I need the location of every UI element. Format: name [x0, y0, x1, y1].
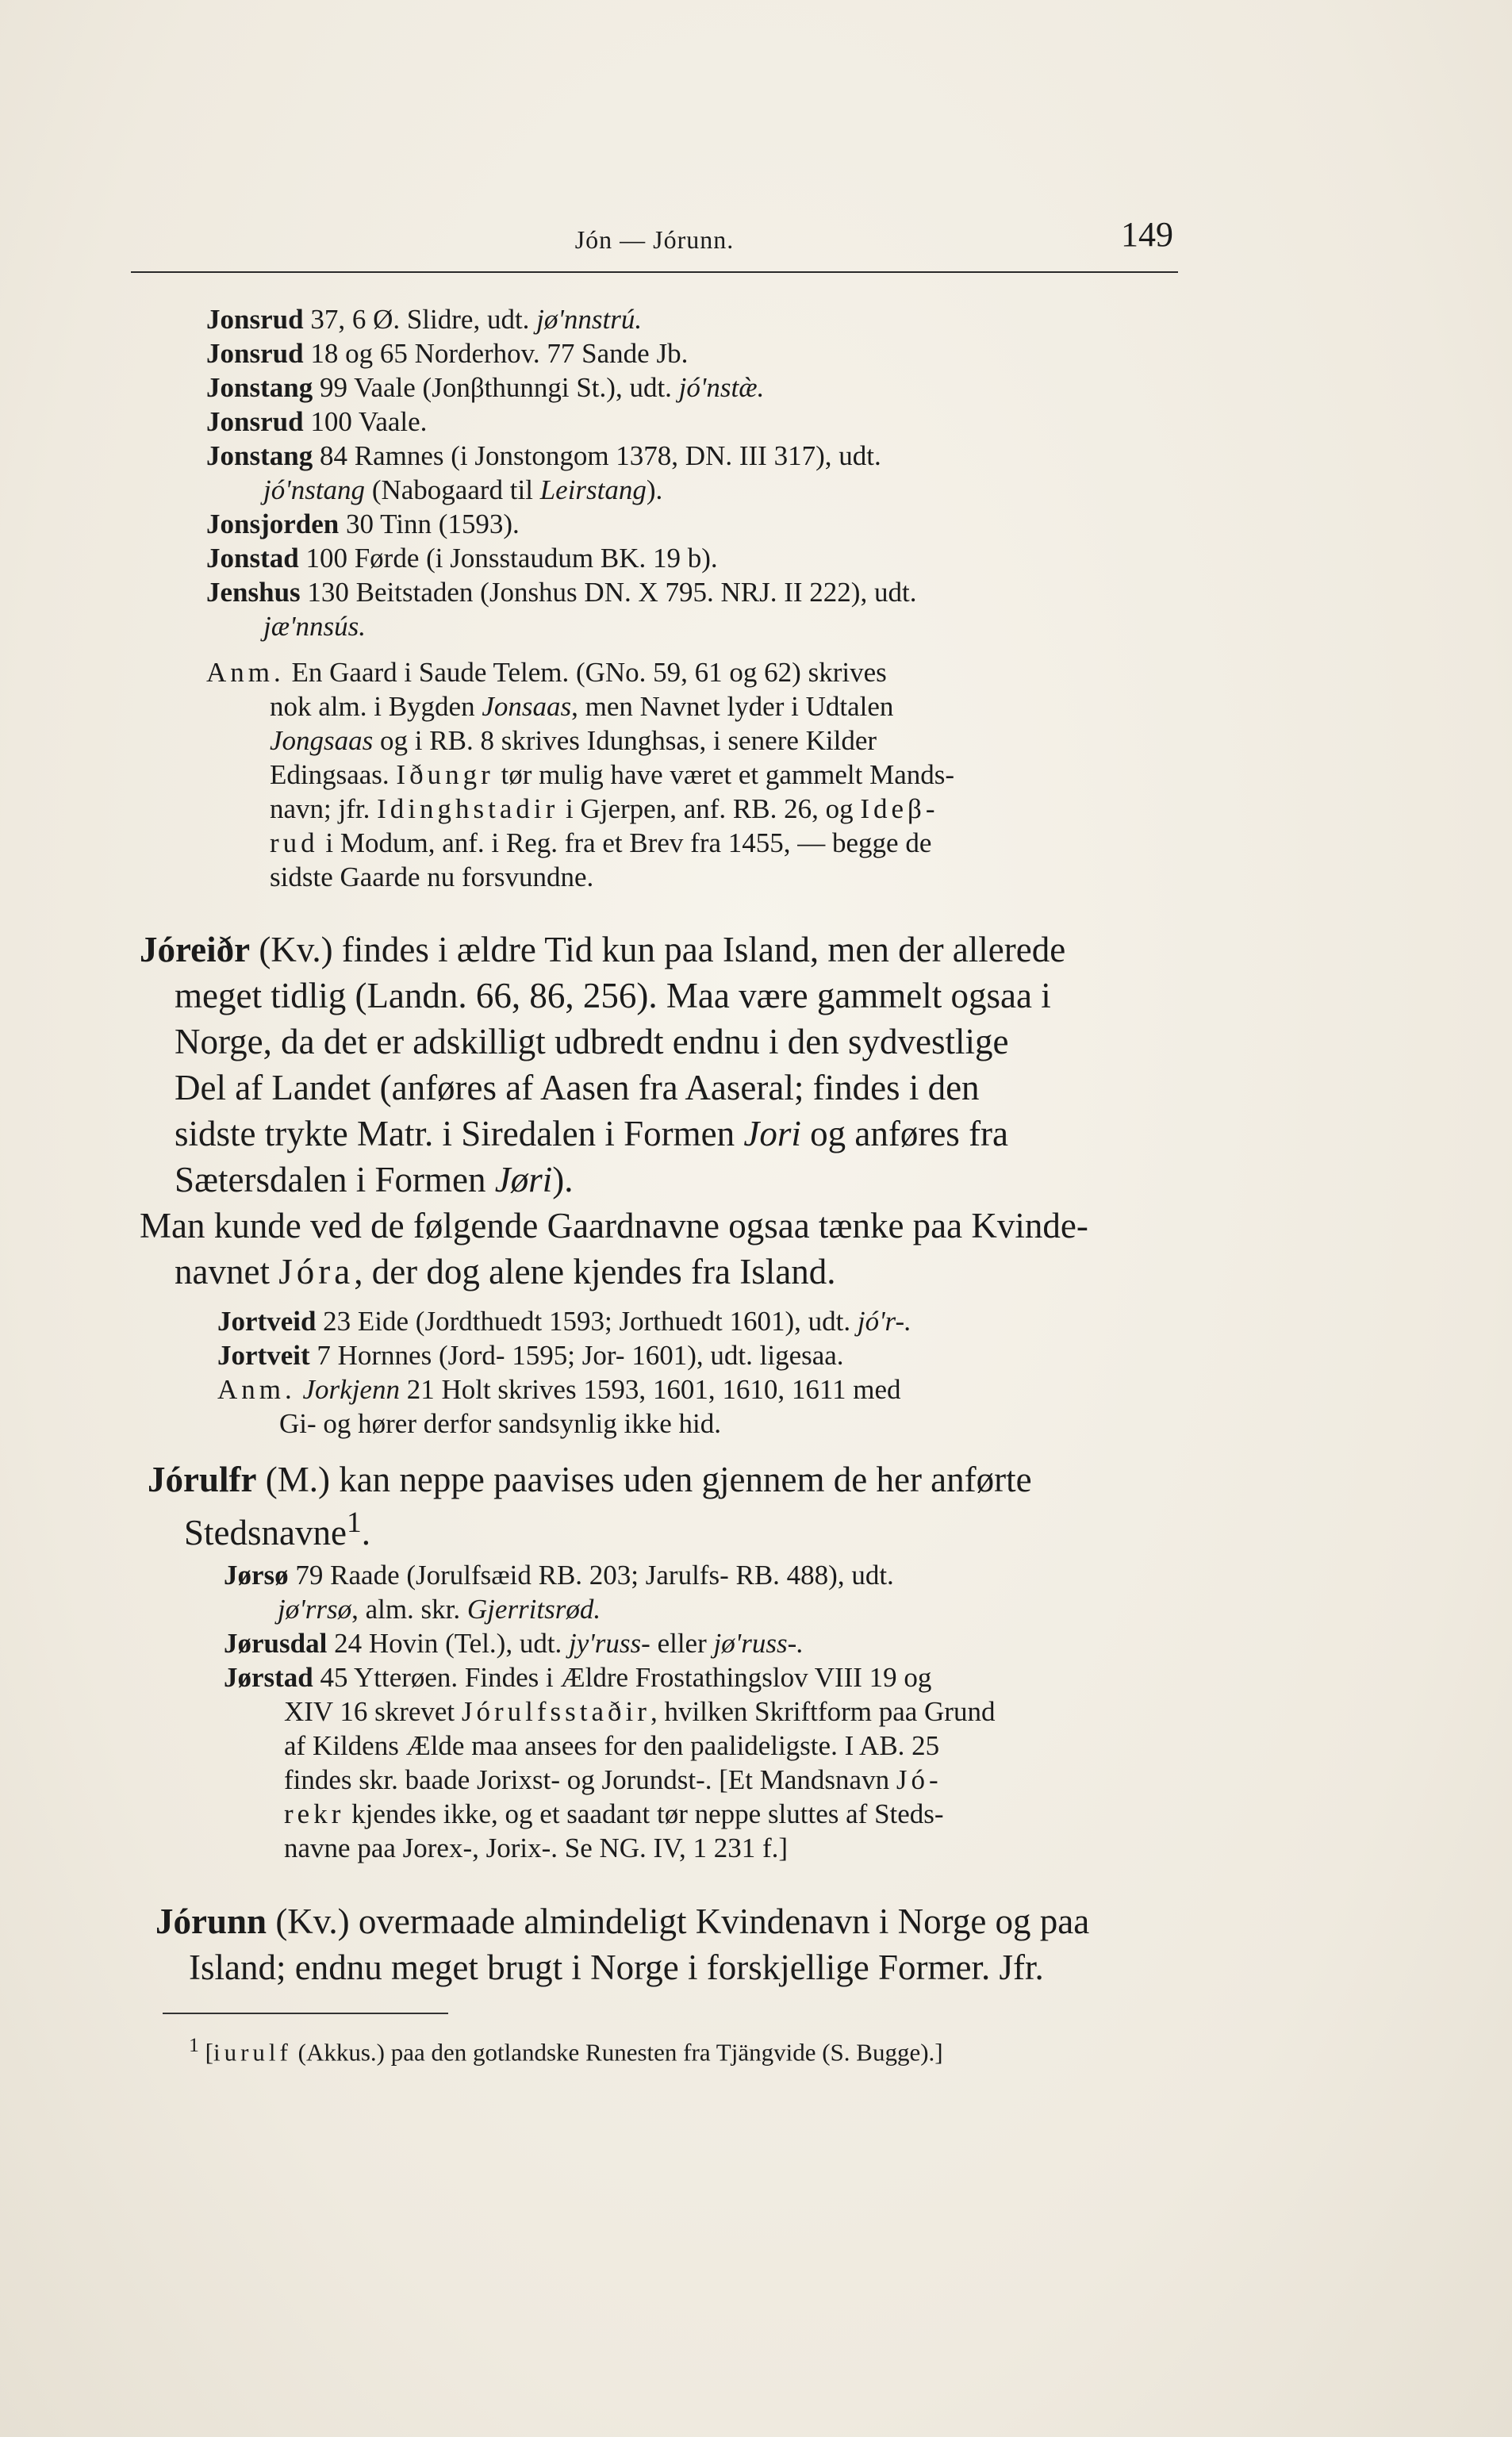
- text-line: [284, 1732, 939, 1760]
- text-line: [140, 932, 1065, 968]
- running-header: [131, 208, 1178, 273]
- text-span: findes skr. baade Jorixst- og Jorundst-. [Et Mandsnavn: [284, 1764, 896, 1795]
- text-span: sidste trykte Matr. i Siredalen i Formen: [175, 1114, 744, 1153]
- text-span: (Kv.) findes i ældre Tid kun paa Island, men der allerede: [250, 930, 1066, 969]
- text-span: Anm.: [206, 657, 285, 688]
- text-span: [: [198, 2038, 213, 2067]
- text-line: [270, 795, 939, 823]
- text-span: 24 Hovin (Tel.), udt.: [327, 1628, 570, 1659]
- text-line: [206, 544, 718, 572]
- text-span: 37, 6 Ø. Slidre, udt.: [303, 304, 537, 335]
- text-span: (Kv.) overmaade almindeligt Kvindenavn i Norge og paa: [267, 1902, 1090, 1941]
- text-span: , hvilken Skriftform paa Grund: [650, 1696, 996, 1727]
- text-span: 45 Ytterøen. Findes i Ældre Frostathingslov VIII 19 og: [313, 1662, 932, 1693]
- text-line: [189, 2033, 943, 2067]
- text-line: [206, 374, 764, 401]
- headword: Jonstang: [206, 372, 313, 403]
- text-span: jó'nstang: [263, 474, 366, 505]
- text-span: af Kildens Ælde maa ansees for den paalideligste. I AB. 25: [284, 1730, 940, 1761]
- text-span: [296, 1374, 303, 1405]
- text-span: meget tidlig (Landn. 66, 86, 256). Maa være gammelt ogsaa i: [175, 976, 1051, 1015]
- headword: Jenshus: [206, 577, 301, 608]
- headword: Jórulfr: [148, 1460, 257, 1499]
- text-span: 30 Tinn (1593).: [339, 509, 520, 539]
- text-line: [206, 340, 688, 367]
- text-span: navn; jfr.: [270, 793, 378, 824]
- text-line: [189, 1950, 1044, 1986]
- header-title: Jón — Jórunn.: [574, 225, 735, 254]
- text-span: 100 Førde (i Jonsstaudum BK. 19 b).: [298, 543, 718, 574]
- text-span: Leirstang: [539, 474, 647, 505]
- headword: Jórunn: [155, 1902, 267, 1941]
- footnote-marker: 1: [346, 1506, 362, 1539]
- text-span: i Gjerpen, anf. RB. 26, og: [558, 793, 861, 824]
- headword: Jóreiðr: [140, 930, 251, 969]
- text-line: [217, 1376, 901, 1403]
- text-span: ).: [552, 1160, 574, 1199]
- text-span: sidste Gaarde nu forsvundne.: [270, 862, 594, 892]
- text-line: [155, 1904, 1089, 1940]
- text-span: Gi- og hører derfor sandsynlig ikke hid.: [279, 1408, 721, 1439]
- text-line: [175, 978, 1051, 1014]
- text-span: 7 Hornnes (Jord- 1595; Jor- 1601), udt. ligesaa.: [309, 1340, 844, 1371]
- text-span: , der dog alene kjendes fra Island.: [354, 1252, 836, 1291]
- text-line: [206, 510, 520, 538]
- text-span: tør mulig have været et gammelt Mands-: [493, 759, 955, 790]
- text-span: 130 Beitstaden (Jonshus DN. X 795. NRJ. II 222), udt.: [300, 577, 917, 608]
- text-span: Del af Landet (anføres af Aasen fra Aaseral; findes i den: [175, 1068, 980, 1107]
- text-span: kjendes ikke, og et saadant tør neppe sluttes af Steds-: [344, 1798, 944, 1829]
- text-line: [270, 693, 893, 720]
- text-span: iurulf: [213, 2038, 292, 2067]
- text-span: , alm. skr.: [351, 1594, 467, 1625]
- text-span: Jó-: [896, 1764, 942, 1795]
- text-span: (Nabogaard til: [365, 474, 540, 505]
- text-line: [224, 1664, 931, 1691]
- footnote-marker: 1: [189, 2033, 199, 2056]
- text-span: (Akkus.) paa den gotlandske Runesten fra Tjängvide (S. Bugge).]: [291, 2038, 943, 2067]
- text-line: [206, 578, 916, 606]
- footnote-rule: [163, 2013, 448, 2014]
- text-line: [175, 1116, 1008, 1152]
- text-line: [279, 1410, 721, 1437]
- headword: Jonsrud: [206, 406, 304, 437]
- text-line: [206, 658, 887, 686]
- text-span: og anføres fra: [800, 1114, 1009, 1153]
- text-line: [278, 1595, 601, 1623]
- text-line: [224, 1561, 894, 1589]
- text-span: Ideβ-: [860, 793, 939, 824]
- text-line: [184, 1508, 370, 1551]
- text-span: Norge, da det er adskilligt udbredt endnu i den sydvestlige: [175, 1022, 1009, 1061]
- text-span: rud: [270, 827, 319, 858]
- headword: Jortveid: [217, 1306, 317, 1337]
- text-line: [206, 442, 881, 470]
- text-span: Jórulfsstaðir: [461, 1696, 650, 1727]
- text-span: Edingsaas.: [270, 759, 397, 790]
- text-line: [206, 305, 642, 333]
- text-span: 84 Ramnes (i Jonstongom 1378, DN. III 317), udt.: [313, 440, 881, 471]
- headword: Jonsrud: [206, 304, 304, 335]
- text-span: Man kunde ved de følgende Gaardnavne ogsaa tænke paa Kvinde-: [140, 1206, 1088, 1245]
- headword: Jortveit: [217, 1340, 310, 1371]
- text-line: [284, 1800, 944, 1828]
- text-span: Gjerritsrød.: [466, 1594, 601, 1625]
- text-span: Sætersdalen i Formen: [175, 1160, 495, 1199]
- text-span: , men Navnet lyder i Udtalen: [571, 691, 894, 722]
- text-span: Jøri: [494, 1160, 553, 1199]
- text-span: Anm.: [217, 1374, 296, 1405]
- text-line: [175, 1024, 1008, 1060]
- text-span: jy'russ-: [569, 1628, 650, 1659]
- text-line: [284, 1834, 788, 1862]
- text-line: [140, 1208, 1088, 1244]
- headword: Jonsrud: [206, 338, 304, 369]
- text-span: Jóra: [278, 1252, 355, 1291]
- headword: Jørsø: [224, 1560, 289, 1591]
- text-span: 99 Vaale (Jonβthunngi St.), udt.: [313, 372, 679, 403]
- text-span: jó'nstæ̀.: [678, 372, 765, 403]
- text-line: [217, 1341, 844, 1369]
- text-line: [217, 1307, 911, 1335]
- text-line: [175, 1254, 835, 1290]
- text-span: navnet: [175, 1252, 279, 1291]
- text-span: (M.) kan neppe paavises uden gjennem de her anførte: [256, 1460, 1032, 1499]
- page-number: 149: [1121, 215, 1173, 254]
- text-span: navne paa Jorex-, Jorix-. Se NG. IV, 1 231 f.]: [284, 1833, 789, 1863]
- text-span: jø'russ-.: [713, 1628, 804, 1659]
- text-span: Idinghstadir: [377, 793, 559, 824]
- text-span: 79 Raade (Jorulfsæid RB. 203; Jarulfs- RB. 488), udt.: [288, 1560, 894, 1591]
- text-span: nok alm. i Bygden: [270, 691, 482, 722]
- text-span: 100 Vaale.: [303, 406, 428, 437]
- text-span: 21 Holt skrives 1593, 1601, 1610, 1611 med: [399, 1374, 901, 1405]
- text-line: [175, 1070, 980, 1106]
- text-span: eller: [650, 1628, 714, 1659]
- text-span: XIV 16 skrevet: [284, 1696, 462, 1727]
- text-line: [263, 612, 366, 640]
- text-line: [175, 1162, 573, 1198]
- text-span: Jonsaas: [482, 691, 572, 722]
- text-span: 23 Eide (Jordthuedt 1593; Jorthuedt 1601), udt.: [316, 1306, 858, 1337]
- headword: Jonstang: [206, 440, 313, 471]
- headword: Jørstad: [224, 1662, 313, 1693]
- text-span: jó'r-.: [857, 1306, 911, 1337]
- text-line: [284, 1698, 995, 1725]
- text-span: jæ'nnsús.: [263, 611, 366, 642]
- text-line: [284, 1766, 942, 1794]
- text-span: jø'rrsø: [278, 1594, 352, 1625]
- text-span: og i RB. 8 skrives Idunghsas, i senere Kilder: [373, 725, 877, 756]
- headword: Jonstad: [206, 543, 299, 574]
- text-span: Jongsaas: [270, 725, 374, 756]
- text-span: Stedsnavne: [184, 1513, 347, 1552]
- text-span: Jorkjenn: [302, 1374, 400, 1405]
- text-span: rekr: [284, 1798, 345, 1829]
- text-line: [270, 761, 954, 789]
- text-line: [206, 408, 427, 436]
- text-line: [270, 829, 931, 857]
- text-span: Island; endnu meget brugt i Norge i forskjellige Former. Jfr.: [189, 1948, 1044, 1987]
- text-span: ).: [646, 474, 663, 505]
- text-line: [263, 476, 662, 504]
- text-span: i Modum, anf. i Reg. fra et Brev fra 1455, — begge de: [318, 827, 932, 858]
- text-line: [270, 727, 877, 754]
- text-line: [224, 1629, 804, 1657]
- text-span: Iðungr: [396, 759, 494, 790]
- text-span: Jori: [743, 1114, 801, 1153]
- text-line: [270, 863, 593, 891]
- text-line: [148, 1462, 1032, 1498]
- headword: Jonsjorden: [206, 509, 340, 539]
- text-span: En Gaard i Saude Telem. (GNo. 59, 61 og 62) skrives: [284, 657, 887, 688]
- text-span: 18 og 65 Norderhov. 77 Sande Jb.: [303, 338, 689, 369]
- text-span: .: [361, 1513, 370, 1552]
- headword: Jørusdal: [224, 1628, 328, 1659]
- text-span: jø'nnstrú.: [536, 304, 643, 335]
